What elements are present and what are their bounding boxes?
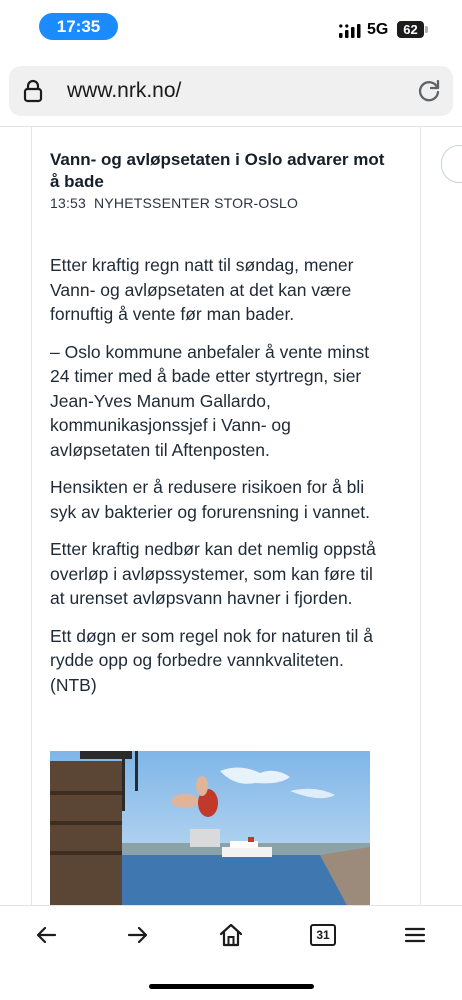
status-time: 17:35	[39, 13, 118, 40]
reload-icon[interactable]	[416, 78, 442, 104]
network-type: 5G	[367, 21, 389, 38]
status-bar	[0, 0, 462, 56]
battery-cap	[425, 26, 428, 33]
article-source: NYHETSSENTER STOR-OSLO	[94, 195, 299, 211]
forward-button[interactable]	[123, 920, 153, 950]
article-paragraph: Etter kraftig nedbør kan det nemlig oppstå overløp i avløpssystemer, som kan føre til at urenset avløpsvann havner i fjorden.	[50, 539, 376, 608]
article-paragraph: Etter kraftig regn natt til søndag, mener Vann- og avløpsetaten at det kan være fornuftig å vente før man bader.	[50, 255, 354, 324]
battery-icon: 62	[397, 21, 424, 38]
back-button[interactable]	[31, 920, 61, 950]
arrow-right-icon	[126, 923, 150, 947]
tab-count-badge: 31	[310, 924, 336, 946]
menu-button[interactable]	[400, 920, 430, 950]
url-text[interactable]: www.nrk.no/	[67, 79, 182, 102]
article-body	[50, 253, 378, 710]
article-meta	[50, 195, 298, 211]
article-image[interactable]	[50, 751, 370, 905]
page-content[interactable]	[0, 127, 462, 905]
home-button[interactable]	[216, 920, 246, 950]
lock-icon	[22, 79, 44, 103]
address-bar[interactable]	[9, 66, 453, 116]
home-indicator	[149, 984, 314, 989]
arrow-left-icon	[34, 923, 58, 947]
article-time: 13:53	[50, 195, 87, 211]
next-card-edge[interactable]	[441, 145, 462, 183]
article-paragraph: Hensikten er å redusere risikoen for å bli syk av bakterier og forurensning i vannet.	[50, 477, 371, 522]
article-headline[interactable]: Vann- og avløpsetaten i Oslo advarer mot å bade	[50, 150, 385, 191]
home-icon	[218, 922, 244, 948]
tabs-button[interactable]	[308, 920, 338, 950]
article-paragraph: – Oslo kommune anbefaler å vente minst 24 timer med å bade etter styrtregn, sier Jean-Yves Manum Gallardo, kommunikasjonssjef i Vann- og avløpsetaten til Aftenposten.	[50, 341, 370, 460]
article-paragraph: Ett døgn er som regel nok for naturen til å rydde opp og forbedre vannkvaliteten. (NTB)	[50, 625, 373, 695]
hamburger-menu-icon	[403, 923, 427, 947]
signal-strength-icon	[339, 24, 361, 38]
